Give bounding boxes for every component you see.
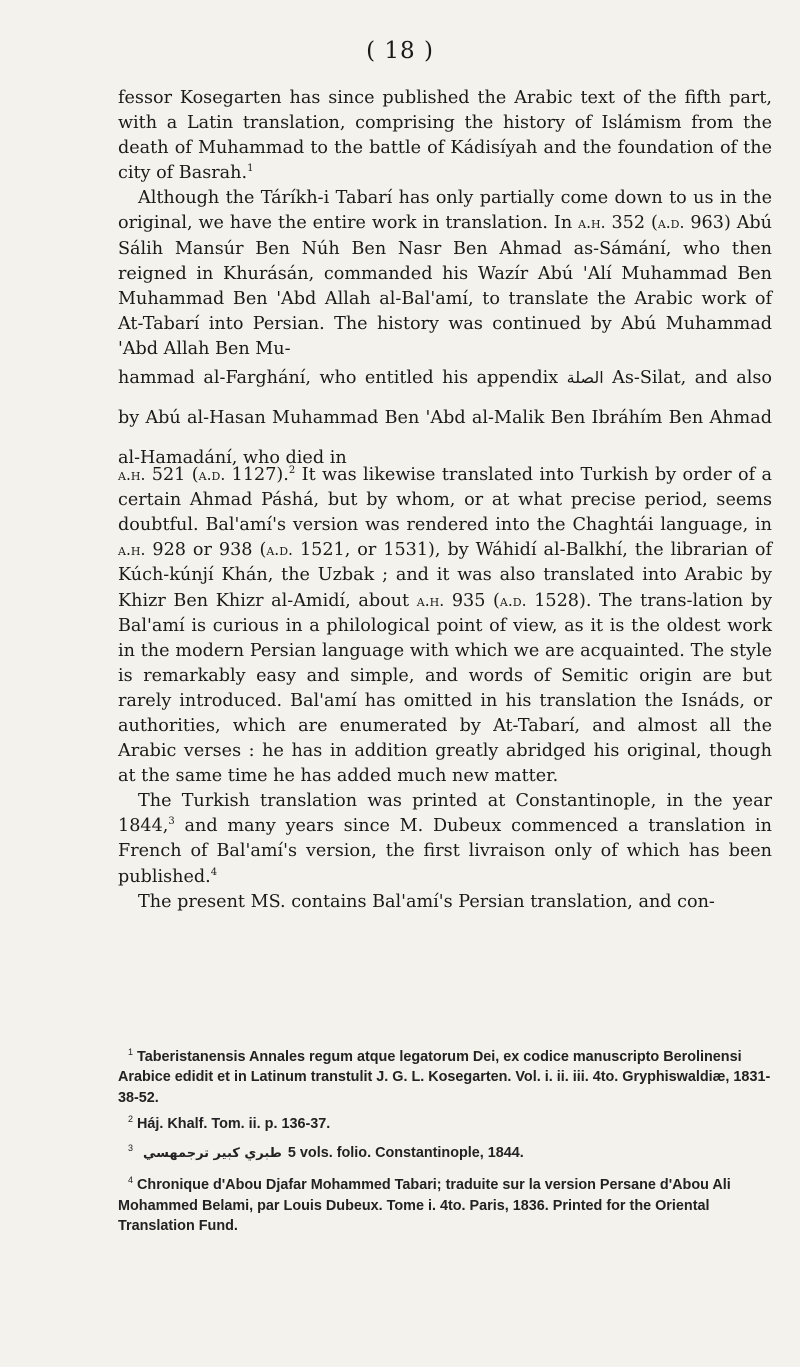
era-ad: a.d. xyxy=(657,214,685,233)
paragraph-2-text-h: It was likewise translated into Turkish by order of a certain Ahmad Páshá, but by whom, or at what precise period, seems doubtful. Bal'amí's version was rendered into the Chaghtái language, in xyxy=(118,465,773,536)
paragraph-2-text-e: As-Silat, and also by Abú al-Hasan Muhammad Ben 'Abd al-Malik Ben Ibráhím Ben Ahmad al-Hamadání, who died in xyxy=(118,368,772,469)
body-text xyxy=(118,86,772,915)
footnote-ref-1: 1 xyxy=(247,163,254,175)
footnote-1-text: Taberistanensis Annales regum atque legatorum Dei, ex codice manuscripto Berolinensi Arabice edidit et in Latinum transtulit J. G. L. Kosegarten. Vol. i. ii. iii. 4to. Gryphiswaldiæ, 1831-38-52. xyxy=(118,1048,771,1106)
footnote-number: 1 xyxy=(128,1047,134,1057)
paragraph-3 xyxy=(118,789,772,889)
footnote-4 xyxy=(118,1170,772,1237)
era-ad: a.d. xyxy=(266,541,293,560)
paragraph-2-text-g: 1127). xyxy=(231,465,289,486)
paragraph-2-text-k: 935 ( xyxy=(451,590,500,611)
paragraph-2-continued xyxy=(118,358,772,478)
paragraph-4 xyxy=(118,890,772,915)
paragraph-2-text-i: 928 or 938 ( xyxy=(152,540,267,561)
footnote-3-text: 5 vols. folio. Constantinople, 1844. xyxy=(287,1144,524,1161)
era-ad: a.d. xyxy=(499,591,527,610)
paragraph-2-text-c: 963) Abú Sálih Mansúr Ben Núh Ben Nasr Ben Ahmad as-Sámání, who then reigned in Khurásán, commanded his Wazír Abú 'Alí Muhammad Ben Muhammad Ben 'Abd Allah al-Bal'amí, to translate the Arabic work of At-Tabarí into Persian. The history was continued by Abú Muhammad 'Abd Allah Ben Mu- xyxy=(118,213,773,359)
paragraph-2-text-f: 521 ( xyxy=(151,465,199,486)
paragraph-2-text-d: hammad al-Farghání, who entitled his appendix xyxy=(118,368,559,389)
footnote-3 xyxy=(118,1138,772,1164)
paragraph-2-continued-b xyxy=(118,463,772,789)
era-ah: a.h. xyxy=(118,466,146,485)
era-ah: a.h. xyxy=(416,591,445,610)
footnotes xyxy=(118,1042,772,1237)
footnote-4-text: Chronique d'Abou Djafar Mohammed Tabari; traduite sur la version Persane d'Abou Ali Mohammed Belami, par Louis Dubeux. Tome i. 4to. Paris, 1836. Printed for the Oriental Translation Fund. xyxy=(118,1177,731,1235)
footnote-2 xyxy=(118,1109,772,1134)
paragraph-2 xyxy=(118,186,772,362)
page-number: ( 18 ) xyxy=(366,38,434,64)
paragraph-2-text-j: 1521, or 1531), by Wáhidí al-Balkhí, the librarian of Kúch-kúnjí Khán, the Uzbak ; and it was also translated into Arabic by Khizr Ben Khizr al-Amidí, about xyxy=(118,540,772,611)
paragraph-3-text-a: The Turkish translation was printed at Constantinople, in the year 1844, xyxy=(118,791,772,837)
era-ah: a.h. xyxy=(118,541,146,560)
paragraph-1 xyxy=(118,86,772,186)
era-ad: a.d. xyxy=(198,466,226,485)
paragraph-2-text-b: 352 ( xyxy=(611,213,658,234)
paragraph-2-text-a: Although the Táríkh-i Tabarí has only partially come down to us in the original, we have the entire work in translation. In xyxy=(118,188,772,234)
footnote-number: 2 xyxy=(128,1113,134,1124)
footnote-3-arabic-title: طبري كبير ترجمهسي xyxy=(143,1145,282,1161)
footnote-1 xyxy=(118,1042,772,1109)
paragraph-1-text: fessor Kosegarten has since published the Arabic text of the fifth part, with a Latin translation, comprising the history of Islámism from the death of Muhammad to the battle of Kádisíyah and the foundation of the city of Basrah. xyxy=(118,88,772,184)
paragraph-4-text: The present MS. contains Bal'amí's Persian translation, and con- xyxy=(138,891,715,912)
footnote-number: 3 xyxy=(128,1142,134,1153)
arabic-term: الصلة xyxy=(566,368,604,388)
era-ah: a.h. xyxy=(578,214,606,233)
footnote-2-text: Háj. Khalf. Tom. ii. p. 136-37. xyxy=(137,1115,331,1132)
paragraph-3-text-b: and many years since M. Dubeux commenced a translation in French of Bal'amí's version, the first livraison only of which has been published. xyxy=(118,816,772,887)
footnote-number: 4 xyxy=(128,1175,134,1186)
footnote-ref-3: 3 xyxy=(168,816,175,828)
footnote-ref-2: 2 xyxy=(288,465,296,477)
paragraph-2-text-l: 1528). The trans-lation by Bal'amí is curious in a philological point of view, as it is the oldest work in the modern Persian language with which we are acquainted. The style is remarkably easy and simple, and words of Semitic origin are but rarely introduced. Bal'amí has omitted in his translation the Isnáds, or authorities, which are enumerated by At-Tabarí, and almost all the Arabic verses : he has in addition greatly abridged his original, though at the same time he has added much new matter. xyxy=(118,590,773,787)
footnote-ref-4: 4 xyxy=(210,866,218,878)
